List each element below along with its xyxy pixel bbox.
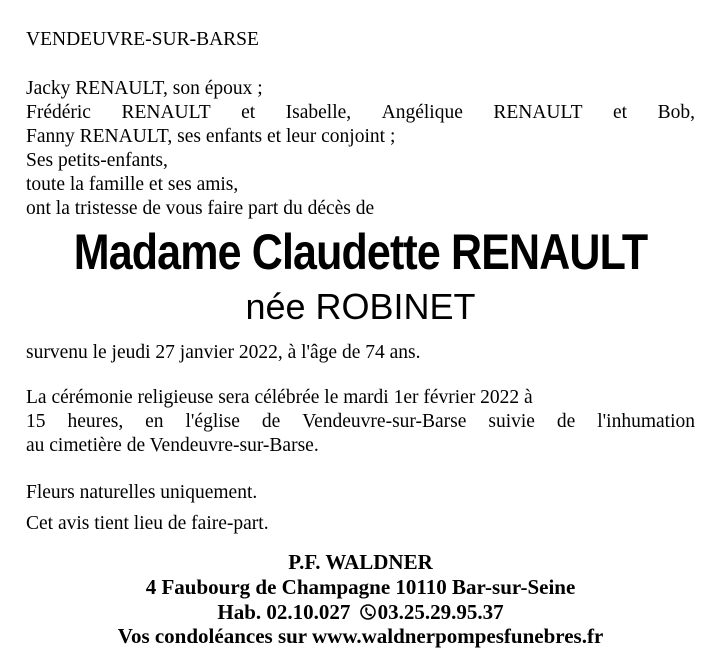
funeral-home-name: P.F. WALDNER bbox=[288, 550, 433, 574]
family-word: Angélique bbox=[381, 102, 463, 123]
phone-number: 03.25.29.95.37 bbox=[377, 600, 504, 624]
ceremony-word: 15 bbox=[26, 411, 46, 432]
funeral-home-address: 4 Faubourg de Champagne 10110 Bar-sur-Seine bbox=[145, 575, 576, 599]
family-line-fanny: Fanny RENAULT, ses enfants et leur conjoint ; bbox=[26, 126, 396, 147]
ceremony-word: heures, bbox=[67, 411, 124, 432]
family-line-grandchildren: Ses petits-enfants, bbox=[26, 150, 168, 171]
ceremony-line-3: au cimetière de Vendeuvre-sur-Barse. bbox=[26, 435, 319, 456]
family-line-announcement: ont la tristesse de vous faire part du décès de bbox=[26, 198, 375, 219]
family-word: RENAULT bbox=[493, 102, 583, 123]
deceased-name: Madame Claudette RENAULT bbox=[73, 224, 648, 280]
funeral-home-contact bbox=[0, 599, 721, 625]
condolences-website: Vos condoléances sur www.waldnerpompesfunebres.fr bbox=[117, 624, 604, 648]
ceremony-line-2 bbox=[26, 410, 695, 434]
family-word: Isabelle, bbox=[285, 102, 352, 123]
hab-number: Hab. 02.10.027 bbox=[217, 600, 351, 624]
family-line-children bbox=[26, 101, 695, 125]
ceremony-word: Vendeuvre-sur-Barse bbox=[302, 411, 467, 432]
family-line-spouse: Jacky RENAULT, son époux ; bbox=[26, 78, 263, 99]
death-date-text: survenu le jeudi 27 janvier 2022, à l'âge de 74 ans. bbox=[26, 342, 421, 363]
family-word: Bob, bbox=[657, 102, 695, 123]
phone-icon bbox=[360, 601, 376, 619]
family-word: et bbox=[613, 102, 628, 123]
ceremony-line-1: La cérémonie religieuse sera célébrée le mardi 1er février 2022 à bbox=[26, 387, 533, 408]
ceremony-word: l'inhumation bbox=[597, 411, 695, 432]
ceremony-word: l'église bbox=[185, 411, 240, 432]
family-word: RENAULT bbox=[121, 102, 211, 123]
family-word: et bbox=[241, 102, 256, 123]
deceased-maiden-name: née ROBINET bbox=[245, 286, 476, 327]
ceremony-word: de bbox=[556, 411, 576, 432]
flowers-note: Fleurs naturelles uniquement. bbox=[26, 482, 258, 503]
family-word: Frédéric bbox=[26, 102, 91, 123]
ceremony-word: suivie bbox=[488, 411, 535, 432]
town-heading: VENDEUVRE-SUR-BARSE bbox=[26, 29, 259, 50]
ceremony-word: en bbox=[145, 411, 164, 432]
family-line-friends: toute la famille et ses amis, bbox=[26, 174, 239, 195]
notice-note: Cet avis tient lieu de faire-part. bbox=[26, 513, 269, 534]
ceremony-word: de bbox=[261, 411, 281, 432]
